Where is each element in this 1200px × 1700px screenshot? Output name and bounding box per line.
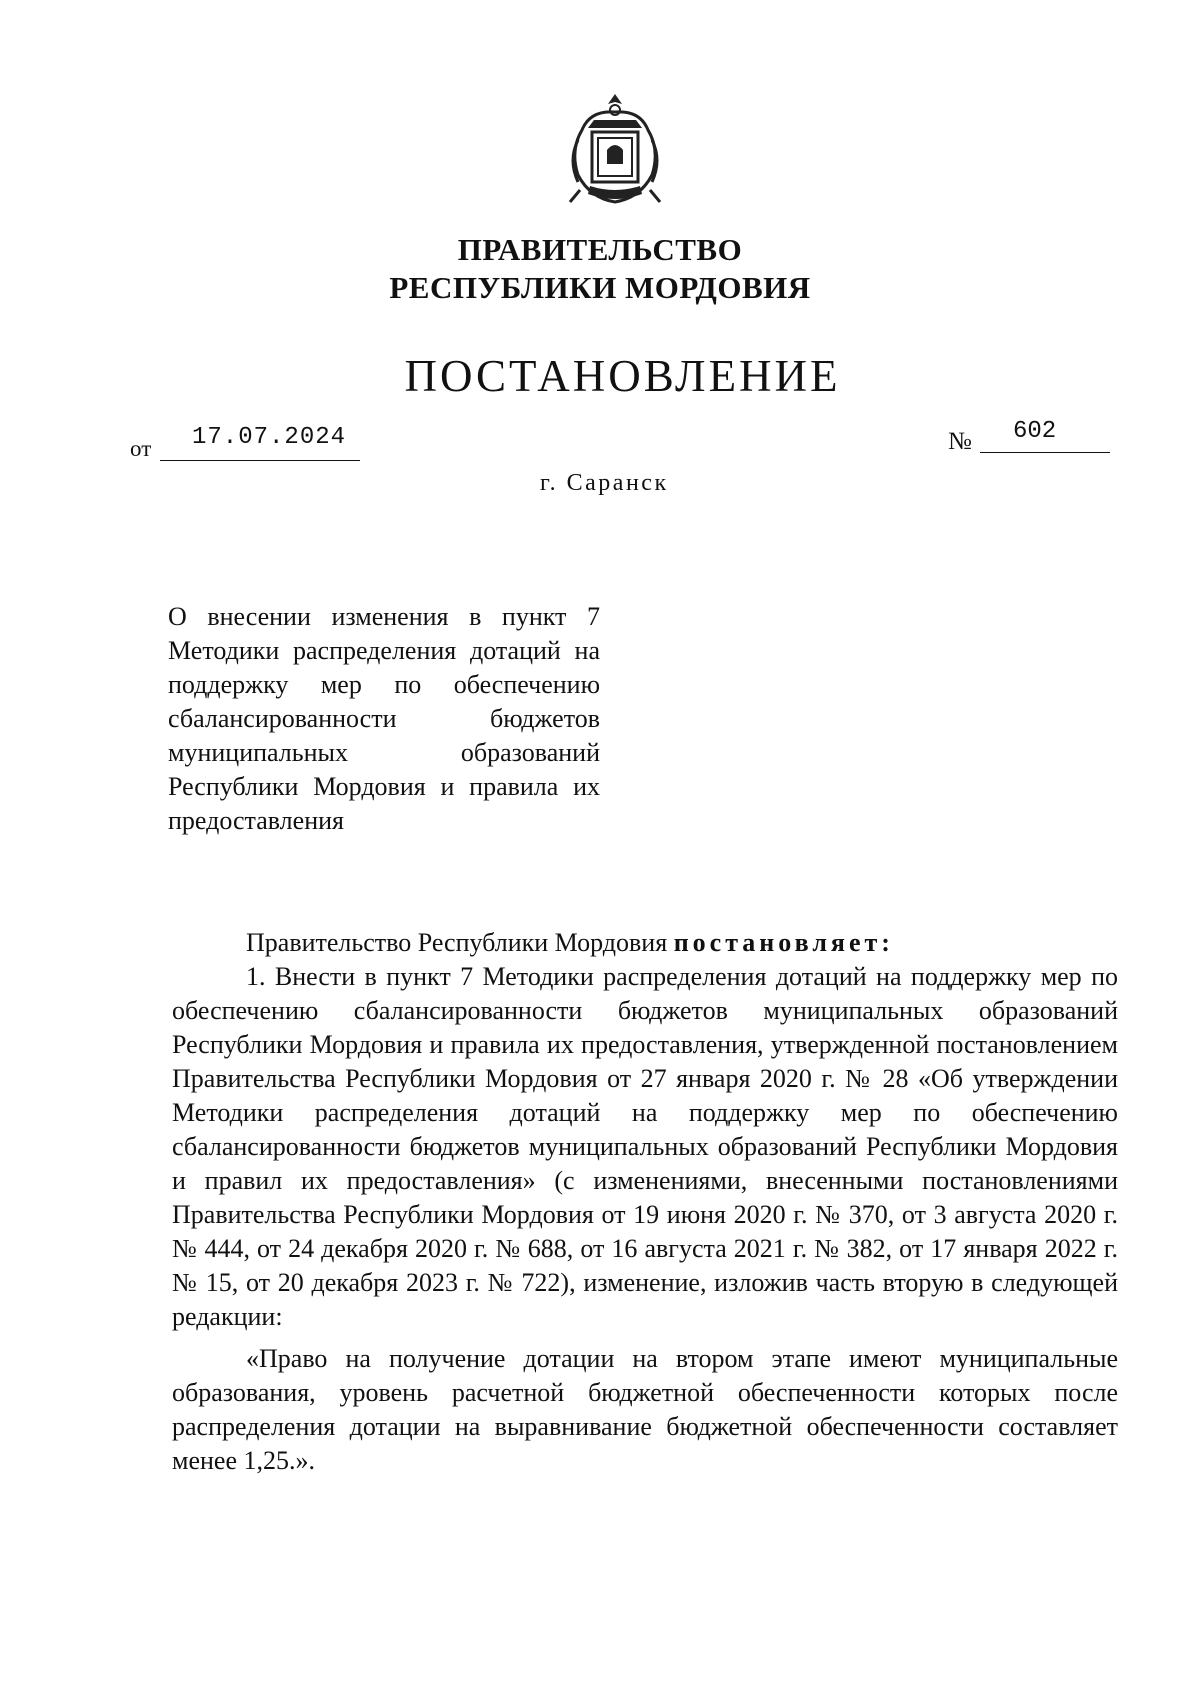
document-body	[172, 926, 1118, 1478]
city: г. Саранск	[540, 470, 669, 496]
preamble-colon: :	[881, 928, 894, 957]
preamble-text: Правительство Республики Мордовия	[246, 928, 668, 957]
date-label: от	[130, 436, 152, 461]
date-underline	[160, 460, 360, 461]
date-value: 17.07.2024	[192, 424, 347, 451]
number-value: 602	[1013, 418, 1057, 445]
organization-name-line1: ПРАВИТЕЛЬСТВО	[457, 232, 743, 267]
preamble-verb: постановляет	[673, 928, 882, 957]
quoted-paragraph: «Право на получение дотации на втором этапе имеют муниципальные образования, уровень расчетной бюджетной обеспеченности которых после распределения дотации на выравнивание бюджетной обеспеченности составляет менее 1,25.».	[172, 1344, 1118, 1475]
number-underline	[980, 452, 1110, 453]
coat-of-arms-icon	[560, 90, 670, 210]
number-label: №	[948, 428, 972, 455]
document-type: ПОСТАНОВЛЕНИЕ	[404, 351, 841, 401]
organization-name-line2: РЕСПУБЛИКИ МОРДОВИЯ	[389, 270, 811, 305]
preamble	[172, 926, 1118, 960]
paragraph-item-1: 1. Внести в пункт 7 Методики распределения дотаций на поддержку мер по обеспечению сбалансированности бюджетов муниципальных образований Республики Мордовия и правила их предоставления, утвержденной постановлением Правительства Республики Мордовия от 27 января 2020 г. № 28 «Об утверждении Методики распределения дотаций на поддержку мер по обеспечению сбалансированности бюджетов муниципальных образований Республики Мордовия и правил их предоставления» (с изменениями, внесенными постановлениями Правительства Республики Мордовия от 19 июня 2020 г. № 370, от 3 августа 2020 г. № 444, от 24 декабря 2020 г. № 688, от 16 августа 2021 г. № 382, от 17 января 2022 г. № 15, от 20 декабря 2023 г. № 722), изменение, изложив часть вторую в следующей редакции:	[172, 962, 1118, 1331]
document-title: О внесении изменения в пункт 7 Методики распределения дотаций на поддержку мер по обеспечению сбалансированности бюджетов муниципальных образований Республики Мордовия и правила их предоставления	[168, 602, 600, 835]
